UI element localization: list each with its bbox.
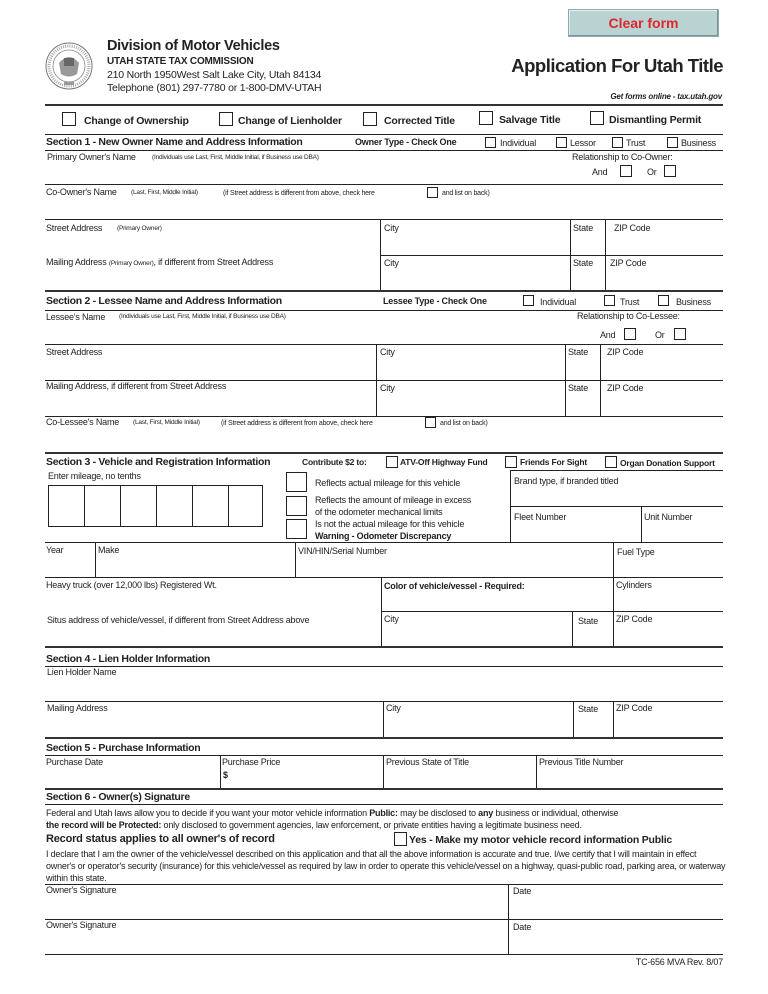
previous-title-number-label: Previous Title Number: [539, 757, 624, 767]
section-2-title: Section 2 - Lessee Name and Address Information: [46, 295, 282, 307]
brand-type-label: Brand type, if branded titled: [514, 476, 619, 486]
friends-for-sight-label: Friends For Sight: [520, 457, 587, 467]
divider: [45, 104, 723, 106]
salvage-title-checkbox[interactable]: [479, 111, 493, 125]
purchase-date-label: Purchase Date: [46, 757, 103, 767]
lessee-name-label: Lessee's Name: [46, 312, 106, 322]
odometer-warning-label: Warning - Odometer Discrepancy: [315, 531, 452, 541]
lien-holder-name-label: Lien Holder Name: [47, 667, 117, 677]
mileage-digit-box[interactable]: [228, 485, 263, 527]
privacy-notice: Federal and Utah laws allow you to decide if you want your motor vehicle information Public: may be disclosed to any business or individual, otherwise the record will be Protected: only disclosed to government agencies, law enforcement, or private entities having a legitimate business need.: [46, 808, 619, 830]
divider: [45, 416, 723, 417]
odometer-excess-label-2: of the odometer mechanical limits: [315, 507, 443, 517]
city-label: City: [380, 347, 395, 357]
heavy-truck-weight-label: Heavy truck (over 12,000 lbs) Registered Wt.: [46, 580, 217, 590]
form-number: TC-656 MVA Rev. 8/07: [635, 957, 723, 967]
co-owner-check-here-label: (if Street address is different from above, check here: [223, 190, 375, 197]
city-label: City: [384, 614, 399, 624]
fleet-number-label: Fleet Number: [514, 512, 567, 522]
street-address-note: (Primary Owner): [117, 225, 162, 232]
divider: [573, 701, 574, 737]
relationship-co-lessee-label: Relationship to Co-Lessee:: [577, 311, 680, 321]
relationship-and-label: And: [592, 167, 608, 177]
city-label: City: [386, 703, 401, 713]
dismantling-permit-label: Dismantling Permit: [609, 114, 702, 126]
relationship-and-checkbox[interactable]: [620, 165, 632, 177]
divider: [45, 737, 723, 739]
relationship-co-owner-label: Relationship to Co-Owner:: [572, 152, 673, 162]
agency-name: Division of Motor Vehicles: [107, 38, 280, 54]
lessee-name-note: (Individuals use Last, First, Middle Initial, if Business use DBA): [119, 313, 286, 320]
declaration-text: I declare that I am the owner of the vehicle/vessel described on this application and that all the above information is accurate and true. I/we certify that I will maintain in effect owner's or operator's security (insurance) for this vehicle/vessel as required by law in order to operate this vehicle/vessel on a highway, quasi-public road, parking area, or waterway within this state.: [46, 849, 726, 883]
fuel-type-label: Fuel Type: [617, 547, 655, 557]
cylinders-label: Cylinders: [616, 580, 652, 590]
divider: [45, 788, 723, 790]
city-label: City: [384, 258, 399, 268]
co-owner-name-label: Co-Owner's Name: [46, 187, 117, 197]
mailing-address-label: Mailing Address (Primary Owner), if different from Street Address: [46, 257, 274, 267]
divider: [45, 646, 723, 648]
co-lessee-name-label: Co-Lessee's Name: [46, 417, 120, 427]
zip-code-label: ZIP Code: [614, 223, 651, 233]
not-actual-mileage-checkbox[interactable]: [286, 519, 307, 539]
divider: [510, 470, 723, 471]
relationship-or-label: Or: [647, 167, 657, 177]
relationship-or-label: Or: [655, 330, 665, 340]
owner-type-trust-label: Trust: [626, 138, 646, 148]
odometer-excess-label: Reflects the amount of mileage in excess: [315, 495, 472, 505]
divider: [95, 542, 96, 577]
friends-for-sight-checkbox[interactable]: [505, 456, 517, 468]
date-label: Date: [513, 886, 532, 896]
divider: [383, 701, 384, 737]
page-title: Application For Utah Title: [511, 55, 723, 76]
divider: [383, 755, 384, 788]
relationship-and-label: And: [600, 330, 616, 340]
make-label: Make: [98, 545, 120, 555]
divider: [45, 577, 723, 578]
dismantling-permit-checkbox[interactable]: [590, 111, 604, 125]
divider: [536, 755, 537, 788]
state-label: State: [568, 347, 589, 357]
mileage-digit-box[interactable]: [156, 485, 193, 527]
zip-code-label: ZIP Code: [610, 258, 647, 268]
owner-type-individual-checkbox[interactable]: [485, 137, 496, 148]
divider: [572, 611, 573, 646]
section-6-title: Section 6 - Owner(s) Signature: [46, 791, 190, 803]
street-address-label: Street Address: [46, 223, 103, 233]
divider: [45, 542, 723, 543]
divider: [45, 290, 723, 292]
co-lessee-name-note: (Last, First, Middle Initial): [133, 419, 200, 426]
public-record-checkbox[interactable]: [394, 832, 407, 846]
mileage-digit-box[interactable]: [84, 485, 121, 527]
divider: [45, 954, 723, 955]
divider: [381, 611, 723, 612]
salvage-title-label: Salvage Title: [499, 114, 561, 126]
state-label: State: [578, 704, 599, 714]
change-of-lienholder-checkbox[interactable]: [219, 112, 233, 126]
section-5-title: Section 5 - Purchase Information: [46, 742, 201, 754]
state-label: State: [573, 258, 594, 268]
relationship-or-checkbox[interactable]: [664, 165, 676, 177]
divider: [45, 666, 723, 667]
owner-type-lessor-label: Lessor: [570, 138, 596, 148]
divider: [510, 506, 723, 507]
co-lessee-check-here-label: (if Street address is different from above, check here: [221, 420, 373, 427]
forms-online-link[interactable]: Get forms online - tax.utah.gov: [610, 92, 722, 101]
divider: [613, 701, 614, 737]
divider: [45, 134, 723, 135]
divider: [613, 542, 614, 646]
owner-type-individual-label: Individual: [500, 138, 537, 148]
lessee-relationship-or-checkbox[interactable]: [674, 328, 686, 340]
lessee-street-address-label: Street Address: [46, 347, 103, 357]
vin-label: VIN/HIN/Serial Number: [298, 546, 387, 556]
mileage-label: Enter mileage, no tenths: [48, 471, 141, 481]
date-label: Date: [513, 922, 532, 932]
unit-number-label: Unit Number: [644, 512, 693, 522]
previous-state-label: Previous State of Title: [386, 757, 469, 767]
owner-signature-label: Owner's Signature: [46, 920, 117, 930]
co-owner-list-on-back-label: and list on back): [442, 190, 490, 197]
owner-type-label: Owner Type - Check One: [355, 137, 457, 147]
divider: [45, 701, 723, 702]
situs-address-label: Situs address of vehicle/vessel, if different from Street Address above: [47, 615, 310, 625]
corrected-title-label: Corrected Title: [384, 115, 455, 127]
co-owner-name-note: (Last, First, Middle Initial): [131, 189, 198, 196]
divider: [45, 344, 723, 345]
section-4-title: Section 4 - Lien Holder Information: [46, 653, 210, 665]
mileage-digit-box[interactable]: [192, 485, 229, 527]
lessee-type-label: Lessee Type - Check One: [383, 296, 487, 306]
zip-code-label: ZIP Code: [616, 703, 653, 713]
lessee-type-trust-checkbox[interactable]: [604, 295, 615, 306]
commission-name: UTAH STATE TAX COMMISSION: [107, 56, 254, 67]
clear-form-button[interactable]: Clear form: [568, 9, 719, 37]
divider: [220, 755, 221, 788]
agency-address: 210 North 1950West Salt Lake City, Utah 84134: [107, 69, 322, 81]
mileage-digit-box[interactable]: [48, 485, 85, 527]
state-label: State: [578, 616, 599, 626]
owner-type-trust-checkbox[interactable]: [612, 137, 623, 148]
record-status-label: Record status applies to all owner's of record: [46, 833, 275, 845]
change-of-ownership-label: Change of Ownership: [84, 115, 189, 127]
vehicle-color-label: Color of vehicle/vessel - Required:: [384, 581, 525, 591]
zip-code-label: ZIP Code: [616, 614, 653, 624]
co-lessee-different-address-checkbox[interactable]: [425, 417, 436, 428]
lessee-type-business-label: Business: [676, 297, 711, 307]
utah-state-seal-logo: [45, 41, 93, 91]
agency-phone: Telephone (801) 297-7780 or 1-800-DMV-UTAH: [107, 82, 322, 94]
owner-type-business-label: Business: [681, 138, 716, 148]
year-label: Year: [46, 545, 64, 555]
owner-type-lessor-checkbox[interactable]: [556, 137, 567, 148]
city-label: City: [384, 223, 399, 233]
section-1-title: Section 1 - New Owner Name and Address Information: [46, 136, 303, 148]
atv-fund-label: ATV-Off Highway Fund: [400, 457, 488, 467]
owner-type-business-checkbox[interactable]: [667, 137, 678, 148]
lien-mailing-address-label: Mailing Address: [47, 703, 108, 713]
actual-mileage-checkbox[interactable]: [286, 472, 307, 492]
corrected-title-checkbox[interactable]: [363, 112, 377, 126]
primary-owner-name-label: Primary Owner's Name: [47, 152, 136, 162]
change-of-lienholder-label: Change of Lienholder: [238, 115, 342, 127]
odometer-actual-label: Reflects actual mileage for this vehicle: [315, 478, 461, 488]
organ-donation-label: Organ Donation Support: [620, 458, 715, 468]
exceeds-mechanical-limits-checkbox[interactable]: [286, 496, 307, 516]
divider: [45, 755, 723, 756]
co-lessee-list-on-back-label: and list on back): [440, 420, 488, 427]
zip-code-label: ZIP Code: [607, 347, 644, 357]
divider: [45, 804, 723, 805]
co-owner-different-address-checkbox[interactable]: [427, 187, 438, 198]
organ-donation-checkbox[interactable]: [605, 456, 617, 468]
odometer-not-actual-label: Is not the actual mileage for this vehicle: [315, 519, 465, 529]
lessee-relationship-and-checkbox[interactable]: [624, 328, 636, 340]
lessee-mailing-address-label: Mailing Address, if different from Street Address: [46, 381, 227, 391]
lessee-type-individual-checkbox[interactable]: [523, 295, 534, 306]
change-of-ownership-checkbox[interactable]: [62, 112, 76, 126]
atv-fund-checkbox[interactable]: [386, 456, 398, 468]
currency-symbol: $: [223, 770, 228, 780]
zip-code-label: ZIP Code: [607, 383, 644, 393]
lessee-type-individual-label: Individual: [540, 297, 577, 307]
lessee-type-trust-label: Trust: [620, 297, 640, 307]
purchase-price-label: Purchase Price: [222, 757, 281, 767]
divider: [45, 452, 723, 454]
primary-owner-name-note: (Individuals use Last, First, Middle Initial, if Business use DBA): [152, 154, 319, 161]
state-label: State: [568, 383, 589, 393]
contribute-label: Contribute $2 to:: [302, 457, 367, 467]
lessee-type-business-checkbox[interactable]: [658, 295, 669, 306]
city-label: City: [380, 383, 395, 393]
public-record-label: Yes - Make my motor vehicle record information Public: [409, 834, 673, 846]
divider: [380, 255, 723, 256]
divider: [295, 542, 296, 577]
owner-signature-label: Owner's Signature: [46, 885, 117, 895]
mileage-digit-box[interactable]: [120, 485, 157, 527]
section-3-title: Section 3 - Vehicle and Registration Information: [46, 456, 271, 468]
divider: [45, 219, 723, 220]
state-label: State: [573, 223, 594, 233]
divider: [641, 506, 642, 542]
